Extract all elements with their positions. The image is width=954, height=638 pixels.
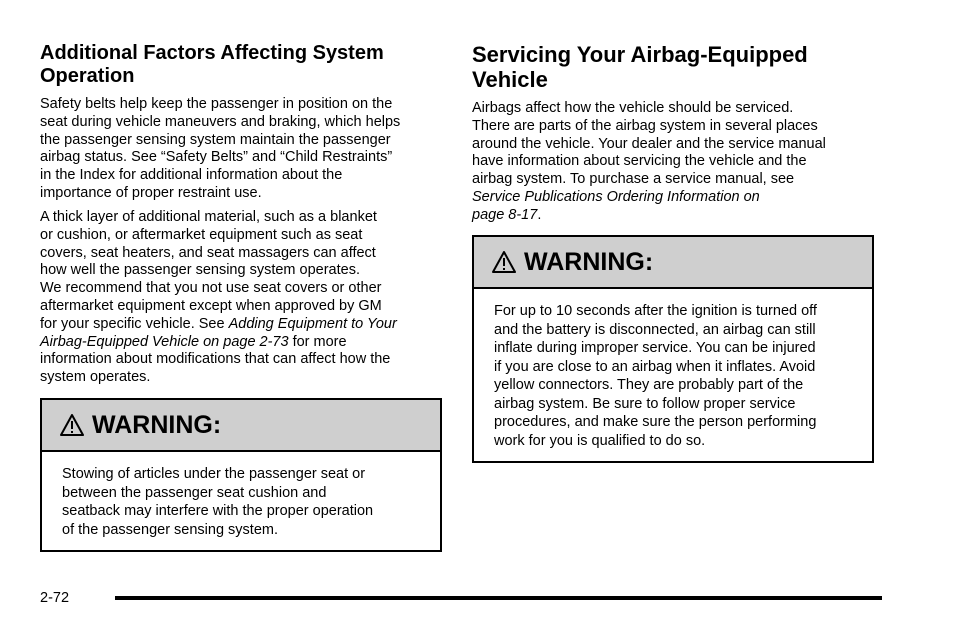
warning-title: WARNING: [92,410,222,439]
cross-reference-link-cont[interactable]: Airbag-Equipped Vehicle on page 2-73 [40,333,289,350]
page-number: 2-72 [40,590,70,606]
warning-header [42,400,440,452]
cross-reference-link-service-cont[interactable]: page 8-17 [472,206,538,223]
warning-box-airbag-service [472,235,874,463]
footer-rule [115,596,882,600]
warning-body: Stowing of articles under the passenger seat or between the passenger seat cushion and seatback may interfere with the proper operation of the passenger sensing system. [62,466,374,538]
cross-reference-link-service[interactable]: Service Publications Ordering Information on [472,188,760,205]
warning-triangle-icon [492,250,516,274]
warning-body: For up to 10 seconds after the ignition is turned off and the battery is disconnected, an airbag can still inflate during improper service. You can be injured if you are close to an airbag when it inflates. Avoid yellow connectors. They are probably part of the airbag system. Be sure to follow proper service procedures, and make sure the person performing work for you is qualified to do so. [494,303,817,449]
warning-triangle-icon [60,413,84,437]
warning-title: WARNING: [524,247,654,276]
warning-header [474,237,872,289]
cross-reference-link[interactable]: Adding Equipment to Your [228,315,397,332]
section-heading-servicing: Servicing Your Airbag-Equipped Vehicle [472,42,808,92]
paragraph-additional-material: A thick layer of additional material, such as a blanket or cushion, or aftermarket equipment such as seat covers, seat heaters, and seat massagers can affect how well the passenger sensing system operates. We recommend that you not use seat covers or other aftermarket equipment except when approved by GM for your specific vehicle. See Adding Equipment to Your Airbag-Equipped Vehicle on page 2-73 for more information about modifications that can affect how the system operates. [40,209,397,386]
section-heading-additional-factors: Additional Factors Affecting System Operation [40,42,384,87]
paragraph-safety-belts: Safety belts help keep the passenger in position on the seat during vehicle maneuvers and braking, which helps the passenger sensing system maintain the passenger airbag status. See “Safety Belts” and “Child Restraints” in the Index for additional information about the importance of proper restraint use. [40,96,401,201]
warning-box-seat-storage [40,398,442,552]
paragraph-servicing: Airbags affect how the vehicle should be serviced. There are parts of the airbag system in several places around the vehicle. Your dealer and the service manual have information about servicing the vehicle and the airbag system. To purchase a service manual, see Service Publications Ordering Information on page 8-17. [472,100,876,225]
